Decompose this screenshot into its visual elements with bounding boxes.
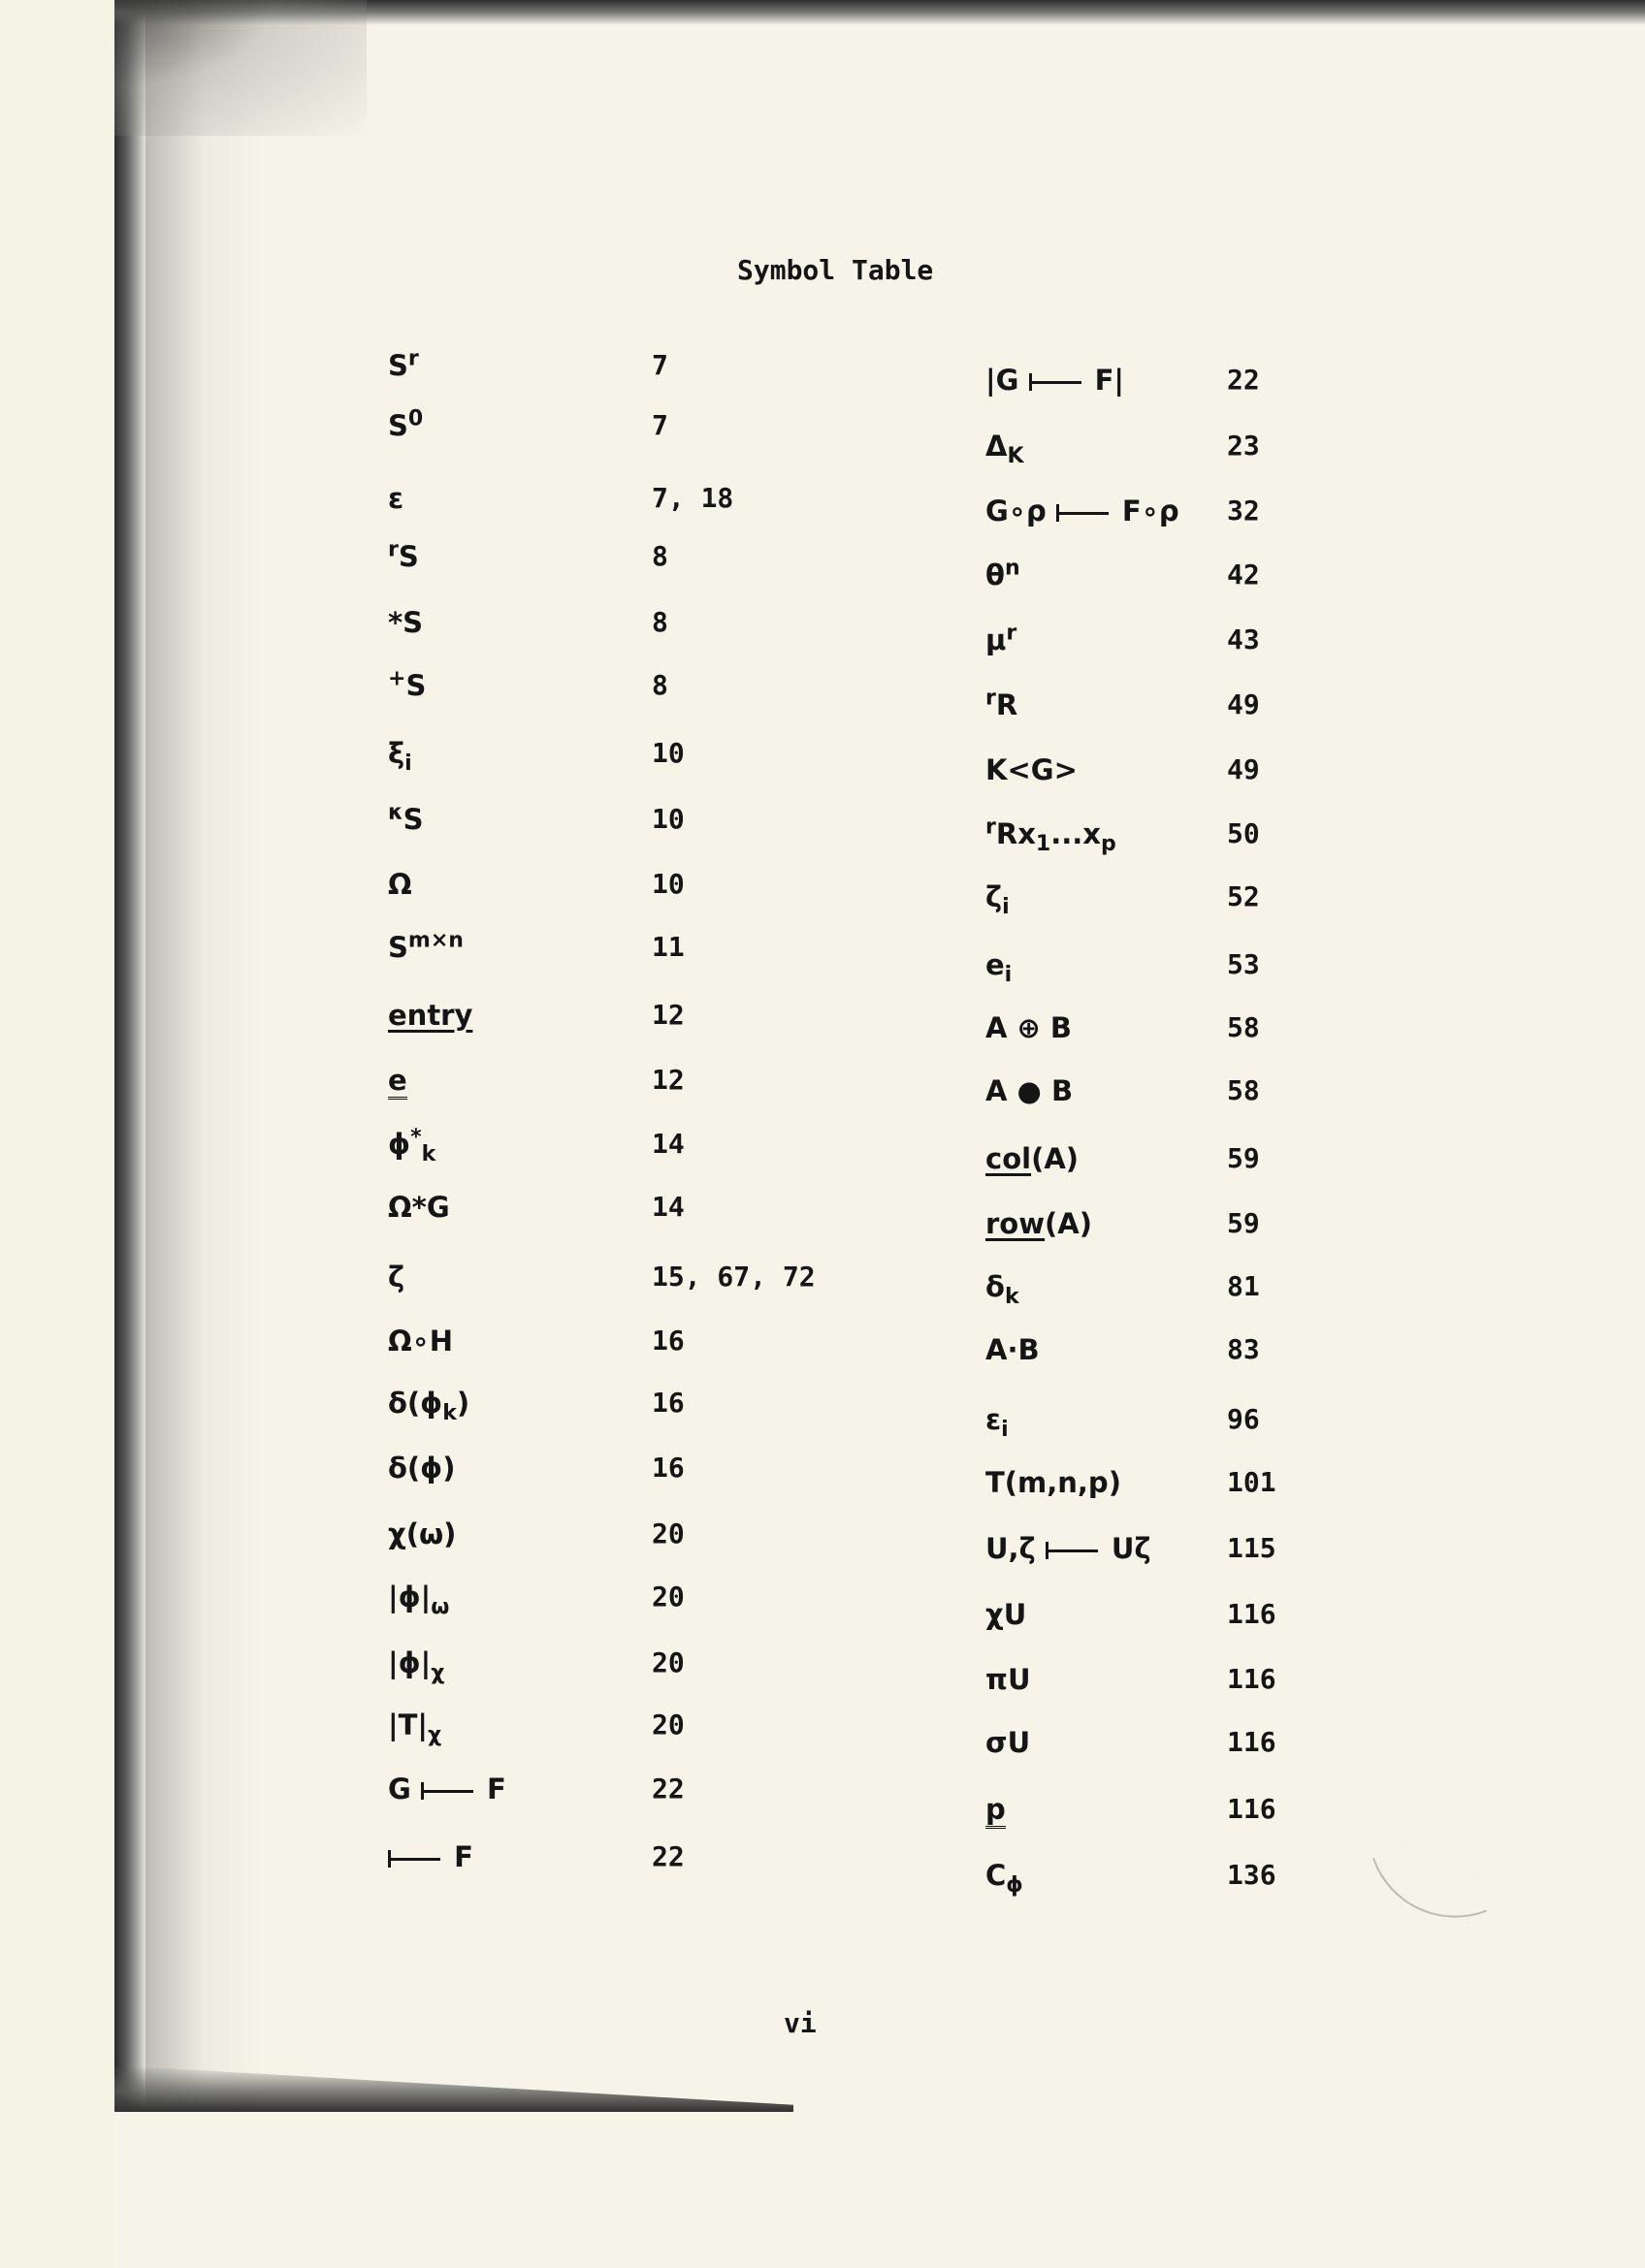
symbol: δ(ϕ) bbox=[388, 1452, 456, 1485]
symbol: $\delta(\phi_k)$ bbox=[388, 1387, 470, 1425]
page-reference: 116 bbox=[1227, 1598, 1276, 1630]
scan-margin bbox=[0, 0, 114, 2268]
page-reference: 14 bbox=[652, 1191, 685, 1223]
page-reference: 59 bbox=[1227, 1207, 1260, 1239]
page-reference: 10 bbox=[652, 737, 685, 769]
symbol: $^r$S bbox=[388, 537, 419, 573]
page-reference: 22 bbox=[652, 1840, 685, 1872]
symbol: $|T|_\chi$ bbox=[388, 1709, 442, 1747]
symbol: T(m,n,p) bbox=[985, 1466, 1121, 1499]
page-reference: 15, 67, 72 bbox=[652, 1261, 816, 1293]
page-reference: 16 bbox=[652, 1452, 685, 1484]
page-reference: 42 bbox=[1227, 559, 1260, 591]
page-reference: 53 bbox=[1227, 948, 1260, 980]
maps-to-arrow-icon bbox=[421, 1779, 477, 1803]
page-reference: 20 bbox=[652, 1517, 685, 1549]
page-reference: 49 bbox=[1227, 753, 1260, 785]
symbol: $\varepsilon_i$ bbox=[985, 1403, 1009, 1442]
symbol: $|\phi|_\omega$ bbox=[388, 1581, 450, 1619]
maps-to-arrow-icon bbox=[1029, 370, 1085, 394]
page-reference: 32 bbox=[1227, 495, 1260, 527]
page-reference: 52 bbox=[1227, 880, 1260, 912]
pencil-mark bbox=[1372, 1828, 1487, 1942]
symbol: σU bbox=[985, 1726, 1031, 1759]
page-reference: 59 bbox=[1227, 1142, 1260, 1174]
symbol: $^rRx_1...x_p$ bbox=[985, 815, 1116, 856]
scan-edge-left bbox=[114, 0, 147, 2109]
symbol: A·B bbox=[985, 1333, 1040, 1366]
maps-to-arrow-icon bbox=[1046, 1539, 1102, 1562]
symbol: +S bbox=[388, 666, 427, 702]
page-reference: 16 bbox=[652, 1387, 685, 1419]
maps-to-arrow-icon bbox=[388, 1847, 444, 1870]
symbol: $\theta^n$ bbox=[985, 556, 1020, 591]
symbol: $\phi^*_k$ bbox=[388, 1125, 436, 1166]
symbol: $\Delta_K$ bbox=[985, 430, 1024, 468]
symbol: $S^{m\times n}$ bbox=[388, 928, 464, 964]
symbol: F bbox=[388, 1840, 473, 1873]
page-reference: 22 bbox=[652, 1773, 685, 1805]
maps-to-arrow-icon bbox=[1056, 501, 1113, 525]
page-title: Symbol Table bbox=[737, 254, 934, 286]
page-reference: 50 bbox=[1227, 817, 1260, 849]
page-reference: 58 bbox=[1227, 1011, 1260, 1043]
symbol: $^r$R bbox=[985, 686, 1018, 721]
symbol: Ω∘H bbox=[388, 1325, 454, 1358]
symbol: $e_i$ bbox=[985, 948, 1013, 987]
symbol: Ω*G bbox=[388, 1191, 450, 1224]
symbol: $\xi_i$ bbox=[388, 737, 412, 776]
symbol: χ(ω) bbox=[388, 1517, 457, 1550]
symbol: $^\kappa$S bbox=[388, 800, 424, 836]
symbol: πU bbox=[985, 1663, 1031, 1696]
symbol: $C_\phi$ bbox=[985, 1859, 1023, 1898]
page-reference: 23 bbox=[1227, 430, 1260, 462]
page-reference: 16 bbox=[652, 1325, 685, 1357]
symbol: $S^0$ bbox=[388, 406, 424, 442]
symbol: K<G> bbox=[985, 753, 1078, 786]
symbol: A ⊕ B bbox=[985, 1011, 1073, 1044]
page-reference: 43 bbox=[1227, 623, 1260, 655]
page-reference: 8 bbox=[652, 669, 668, 701]
symbol: col(A) bbox=[985, 1142, 1080, 1175]
page-reference: 8 bbox=[652, 606, 668, 638]
symbol: A ● B bbox=[985, 1074, 1074, 1107]
page-reference: 20 bbox=[652, 1709, 685, 1741]
page-reference: 7 bbox=[652, 409, 668, 441]
page-reference: 8 bbox=[652, 540, 668, 572]
symbol: e bbox=[388, 1064, 407, 1100]
page-reference: 12 bbox=[652, 1064, 685, 1096]
symbol: ζ bbox=[388, 1261, 405, 1294]
page-number-footer: vi bbox=[784, 2007, 817, 2039]
page-reference: 96 bbox=[1227, 1403, 1260, 1435]
page-reference: 11 bbox=[652, 931, 685, 963]
page-reference: 7, 18 bbox=[652, 482, 734, 514]
page-reference: 83 bbox=[1227, 1333, 1260, 1365]
symbol: $S^r$ bbox=[388, 346, 419, 382]
symbol: G F bbox=[388, 1773, 506, 1805]
symbol: U,ζ Uζ bbox=[985, 1532, 1151, 1565]
symbol: p bbox=[985, 1793, 1006, 1829]
page-reference: 136 bbox=[1227, 1859, 1276, 1891]
page-reference: 81 bbox=[1227, 1270, 1260, 1302]
scan-corner-shadow bbox=[114, 0, 367, 136]
symbol: entry bbox=[388, 999, 473, 1032]
page-reference: 22 bbox=[1227, 364, 1260, 396]
page-reference: 58 bbox=[1227, 1074, 1260, 1106]
page-reference: 20 bbox=[652, 1581, 685, 1613]
symbol: $\zeta_i$ bbox=[985, 880, 1010, 919]
symbol: |G F| bbox=[985, 364, 1124, 397]
page-reference: 10 bbox=[652, 868, 685, 900]
page-reference: 7 bbox=[652, 349, 668, 381]
scan-shadow-left bbox=[145, 0, 262, 2109]
page-reference: 14 bbox=[652, 1128, 685, 1160]
symbol: $\mu^r$ bbox=[985, 621, 1017, 656]
page-reference: 20 bbox=[652, 1646, 685, 1678]
symbol: $|\phi|_\chi$ bbox=[388, 1646, 445, 1685]
symbol: ε bbox=[388, 482, 404, 515]
symbol: *S bbox=[388, 606, 424, 639]
page-reference: 116 bbox=[1227, 1793, 1276, 1825]
symbol: G∘ρ F∘ρ bbox=[985, 495, 1179, 527]
symbol: $\delta_k$ bbox=[985, 1270, 1019, 1309]
page-reference: 101 bbox=[1227, 1466, 1276, 1498]
symbol: Ω bbox=[388, 868, 412, 901]
page-reference: 49 bbox=[1227, 688, 1260, 720]
page-reference: 10 bbox=[652, 803, 685, 835]
symbol: χU bbox=[985, 1598, 1027, 1631]
page-reference: 115 bbox=[1227, 1532, 1276, 1564]
symbol: row(A) bbox=[985, 1207, 1092, 1240]
page-reference: 116 bbox=[1227, 1726, 1276, 1758]
scan-edge-bottom bbox=[114, 2065, 793, 2112]
page-reference: 12 bbox=[652, 999, 685, 1031]
page-reference: 116 bbox=[1227, 1663, 1276, 1695]
